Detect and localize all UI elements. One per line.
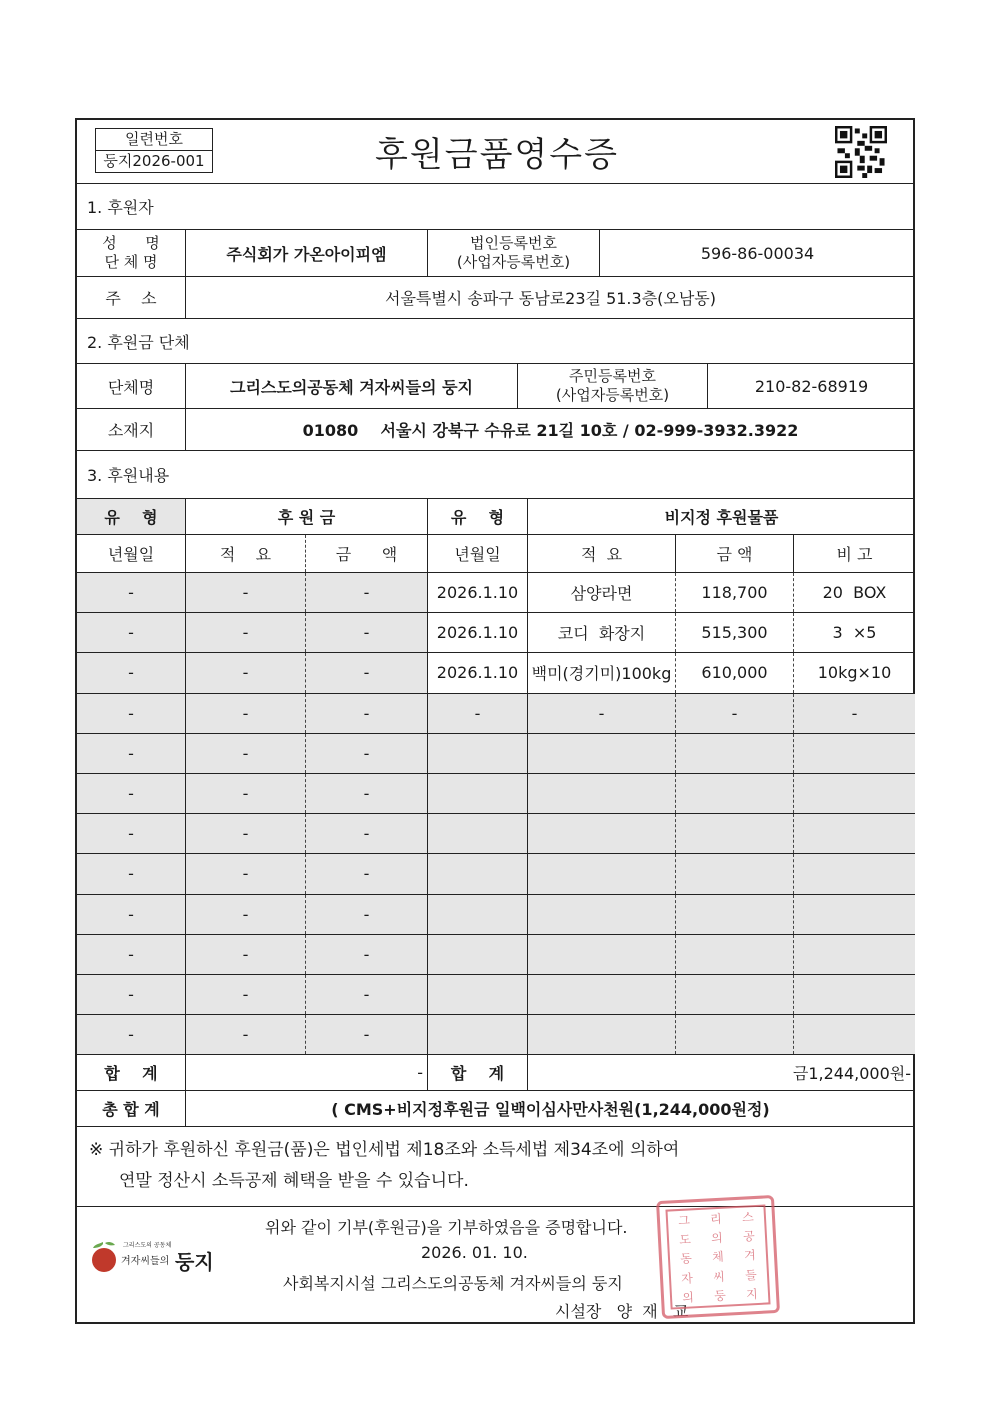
row-note — [793, 1015, 915, 1054]
org-location-value: 01080 서울시 강북구 수유로 21길 10호 / 02-999-3932.3922 — [185, 409, 915, 450]
row-date-2: 2026.1.10 — [427, 613, 527, 652]
row-amount-2 — [675, 854, 793, 893]
row-amount-2: 515,300 — [675, 613, 793, 652]
row-date-2 — [427, 854, 527, 893]
col-amount-2: 금 액 — [675, 535, 793, 572]
corp-reg-label-1: 법인등록번호 — [470, 234, 557, 252]
logo-text-1: 겨자씨들의 — [121, 1256, 170, 1267]
sum-row — [77, 1055, 913, 1091]
row-note: 20 BOX — [793, 573, 915, 612]
row-date-2 — [427, 774, 527, 813]
table-row — [77, 734, 913, 774]
issuer-org: 사회복지시설 그리스도의공동체 겨자씨들의 둥지 — [283, 1274, 623, 1293]
seal-character: 자 — [680, 1271, 694, 1286]
row-date: - — [77, 814, 185, 853]
row-date-2 — [427, 814, 527, 853]
row-amount-2: - — [675, 694, 793, 733]
org-name-row — [77, 364, 913, 409]
row-desc-2 — [527, 814, 675, 853]
row-amount: - — [305, 814, 427, 853]
row-amount-2 — [675, 814, 793, 853]
issue-date: 2026. 01. 10. — [421, 1243, 528, 1262]
row-desc: - — [185, 573, 305, 612]
row-note — [793, 975, 915, 1014]
table-row — [77, 653, 913, 693]
row-desc: - — [185, 774, 305, 813]
row-desc: - — [185, 854, 305, 893]
row-note: 3 ×5 — [793, 613, 915, 652]
seal-character: 도 — [678, 1232, 692, 1248]
donor-name-value: 주식회가 가온아이피엠 — [185, 230, 427, 276]
corp-reg-label — [427, 230, 599, 276]
row-desc: - — [185, 613, 305, 652]
row-note: 10kg×10 — [793, 653, 915, 692]
row-date: - — [77, 975, 185, 1014]
seal-character: 지 — [745, 1286, 759, 1302]
row-note — [793, 814, 915, 853]
row-date-2: - — [427, 694, 527, 733]
row-date-2 — [427, 975, 527, 1014]
donor-name-label-1: 성 명 — [102, 234, 160, 252]
row-desc: - — [185, 1015, 305, 1054]
col-date: 년월일 — [107, 545, 155, 564]
table-row — [77, 814, 913, 854]
row-note: - — [793, 694, 915, 733]
row-amount-2 — [675, 734, 793, 773]
org-reg-label — [517, 364, 707, 408]
seal-character: 체 — [711, 1250, 725, 1265]
table-row — [77, 613, 913, 653]
row-amount: - — [305, 1015, 427, 1054]
row-amount-2 — [675, 774, 793, 813]
col-date-2: 년월일 — [427, 535, 527, 572]
money-type-label: 유 형 — [77, 499, 185, 534]
donor-section-header — [77, 184, 913, 230]
official-seal — [656, 1195, 780, 1319]
row-amount-2 — [675, 935, 793, 974]
donor-name-label-2: 단 체 명 — [104, 253, 158, 271]
seal-character: 둥 — [713, 1288, 727, 1304]
content-type-row — [77, 499, 913, 535]
col-amount: 금 액 — [305, 535, 427, 572]
table-row — [77, 935, 913, 975]
row-amount: - — [305, 935, 427, 974]
row-desc-2 — [527, 1015, 675, 1054]
donor-section-title: 1. 후원자 — [87, 198, 154, 217]
row-date: - — [77, 573, 185, 612]
row-amount: - — [305, 975, 427, 1014]
donor-name-row — [77, 230, 913, 277]
table-row — [77, 694, 913, 734]
content-columns-row — [77, 535, 913, 573]
row-date-2: 2026.1.10 — [427, 573, 527, 612]
certify-text: 위와 같이 기부(후원금)을 기부하였음을 증명합니다. — [265, 1218, 628, 1237]
row-date: - — [77, 935, 185, 974]
row-amount-2 — [675, 895, 793, 934]
total-value: ( CMS+비지정후원금 일백이심사만사천원(1,244,000원정) — [185, 1091, 915, 1126]
col-note: 비 고 — [793, 535, 915, 572]
seal-character: 공 — [742, 1229, 756, 1244]
tax-note-line-1: ※ 귀하가 후원하신 후원금(품)은 법인세법 제18조와 소득세법 제34조에 의하여 — [89, 1140, 680, 1160]
footer — [77, 1207, 913, 1322]
row-note — [793, 854, 915, 893]
row-desc: - — [185, 975, 305, 1014]
table-row — [77, 895, 913, 935]
table-row — [77, 1015, 913, 1055]
row-date-2: 2026.1.10 — [427, 653, 527, 692]
row-note — [793, 774, 915, 813]
row-note — [793, 935, 915, 974]
sum-label: 합 계 — [104, 1064, 158, 1083]
row-date-2 — [427, 895, 527, 934]
row-amount: - — [305, 774, 427, 813]
logo-text-2: 둥지 — [175, 1250, 214, 1274]
row-desc-2 — [527, 895, 675, 934]
serial-value: 둥지2026-001 — [96, 150, 212, 172]
logo-fruit-icon — [89, 1240, 119, 1274]
total-label: 총 합 계 — [102, 1100, 160, 1119]
serial-box — [95, 128, 213, 173]
donor-name-label — [77, 230, 185, 276]
row-note — [793, 895, 915, 934]
org-reg-label-1: 주민등록번호 — [569, 367, 656, 385]
director-name: 시설장 양 재 교 — [555, 1302, 689, 1321]
row-desc: - — [185, 814, 305, 853]
org-location-label: 소재지 — [107, 421, 155, 440]
row-amount: - — [305, 573, 427, 612]
col-desc-2: 적 요 — [527, 535, 675, 572]
row-amount-2: 610,000 — [675, 653, 793, 692]
serial-label: 일련번호 — [125, 130, 183, 148]
donor-address-label: 주 소 — [105, 289, 157, 308]
row-amount: - — [305, 734, 427, 773]
row-desc-2: 삼양라면 — [527, 573, 675, 612]
row-date: - — [77, 774, 185, 813]
row-amount-2: 118,700 — [675, 573, 793, 612]
row-date-2 — [427, 935, 527, 974]
table-row — [77, 854, 913, 894]
corp-reg-label-2: (사업자등록번호) — [456, 253, 571, 271]
row-desc-2: 백미(경기미)100kg — [527, 653, 675, 692]
row-amount: - — [305, 895, 427, 934]
sum-value: - — [185, 1055, 427, 1090]
seal-character: 들 — [744, 1267, 758, 1283]
org-reg-label-2: (사업자등록번호) — [555, 386, 670, 404]
row-date-2 — [427, 1015, 527, 1054]
col-desc: 적 요 — [185, 535, 305, 572]
sum-label-2: 합 계 — [427, 1055, 527, 1090]
table-row — [77, 573, 913, 613]
row-amount: - — [305, 694, 427, 733]
org-reg-value: 210-82-68919 — [707, 364, 915, 408]
page-title: 후원금품영수증 — [375, 135, 619, 175]
row-note — [793, 734, 915, 773]
seal-character: 스 — [741, 1210, 755, 1225]
row-date: - — [77, 1015, 185, 1054]
tax-note — [77, 1127, 913, 1207]
logo-small-text: 그리스도의 공동체 — [123, 1242, 172, 1249]
row-amount-2 — [675, 975, 793, 1014]
row-desc-2 — [527, 854, 675, 893]
org-name-label: 단체명 — [107, 377, 155, 397]
table-row — [77, 975, 913, 1015]
receipt-sheet — [75, 118, 915, 1324]
row-desc-2: 코디 화장지 — [527, 613, 675, 652]
seal-text — [665, 1204, 770, 1309]
qr-code-icon — [835, 126, 887, 178]
row-amount-2 — [675, 1015, 793, 1054]
row-desc-2 — [527, 774, 675, 813]
row-date: - — [77, 653, 185, 692]
row-date: - — [77, 895, 185, 934]
row-date: - — [77, 694, 185, 733]
content-section-header — [77, 451, 913, 499]
row-desc-2 — [527, 935, 675, 974]
donor-address-value: 서울특별시 송파구 동남로23길 51.3층(오남동) — [185, 277, 915, 318]
tax-note-line-2: 연말 정산시 소득공제 혜택을 받을 수 있습니다. — [119, 1171, 469, 1191]
row-amount: - — [305, 653, 427, 692]
table-row — [77, 774, 913, 814]
seal-character: 겨 — [743, 1248, 757, 1264]
org-logo — [89, 1238, 229, 1278]
row-desc: - — [185, 895, 305, 934]
goods-label: 비지정 후원물품 — [527, 499, 915, 534]
seal-character: 그 — [677, 1213, 691, 1229]
money-label: 후 원 금 — [185, 499, 427, 534]
row-desc-2: - — [527, 694, 675, 733]
row-date-2 — [427, 734, 527, 773]
org-section-header — [77, 319, 913, 364]
row-date: - — [77, 734, 185, 773]
corp-reg-value: 596-86-00034 — [599, 230, 915, 276]
row-amount: - — [305, 613, 427, 652]
row-desc-2 — [527, 975, 675, 1014]
row-desc: - — [185, 734, 305, 773]
receipt-header — [77, 120, 913, 184]
org-section-title: 2. 후원금 단체 — [87, 332, 190, 352]
org-name-value: 그리스도의공동체 겨자씨들의 둥지 — [185, 364, 517, 408]
seal-character: 동 — [679, 1251, 693, 1267]
seal-character: 씨 — [712, 1269, 726, 1284]
seal-character: 의 — [710, 1231, 724, 1246]
row-desc: - — [185, 935, 305, 974]
row-amount: - — [305, 854, 427, 893]
seal-character: 의 — [681, 1290, 695, 1305]
row-desc: - — [185, 653, 305, 692]
row-desc-2 — [527, 734, 675, 773]
row-desc: - — [185, 694, 305, 733]
row-date: - — [77, 613, 185, 652]
seal-character: 리 — [709, 1211, 723, 1227]
row-date: - — [77, 854, 185, 893]
org-location-row — [77, 409, 913, 451]
goods-type-label: 유 형 — [427, 499, 527, 534]
donor-address-row — [77, 277, 913, 319]
total-row — [77, 1091, 913, 1127]
content-section-title: 3. 후원내용 — [87, 466, 170, 485]
sum-value-2: 금1,244,000원- — [527, 1055, 915, 1090]
